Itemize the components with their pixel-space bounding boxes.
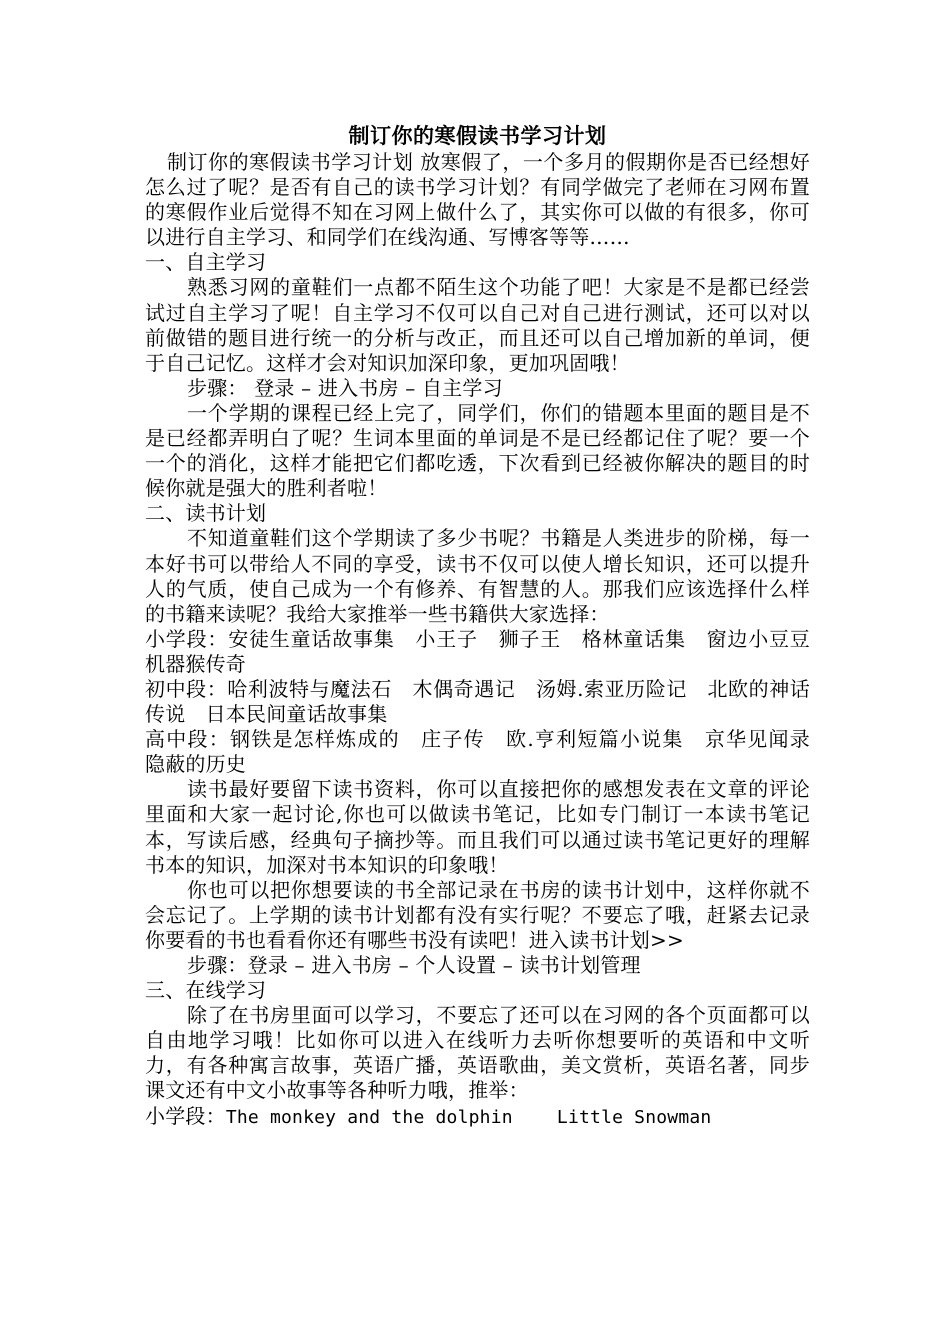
reading-plan-record-paragraph: 你也可以把你想要读的书全部记录在书房的读书计划中，这样你就不会忘记了。上学期的读书计划都有没有实行呢？不要忘了哦，赶紧去记录你要看的书也看看你还有哪些书没有读吧！进入读书计划>>	[145, 877, 810, 952]
online-primary-recommendations	[145, 1104, 810, 1130]
senior-book-list: 高中段：钢铁是怎样炼成的 庄子传 欧.亨利短篇小说集 京华见闻录 隐蔽的历史	[145, 727, 831, 777]
online-study-paragraph: 除了在书房里面可以学习，不要忘了还可以在习网的各个页面都可以自由地学习哦！比如你可以进入在线听力去听你想要听的英语和中文听力，有各种寓言故事，英语广播，英语歌曲，美文赏析，英语名著，同步课文还有中文小故事等各种听力哦，推举：	[145, 1003, 810, 1103]
document-page	[145, 122, 831, 1130]
junior-book-list: 初中段：哈利波特与魔法石 木偶奇遇记 汤姆.索亚历险记 北欧的神话传说 日本民间童话故事集	[145, 676, 810, 727]
error-book-paragraph: 一个学期的课程已经上完了，同学们，你们的错题本里面的题目是不是已经都弄明白了呢？生词本里面的单词是不是已经都记住了呢？要一个一个的消化，这样才能把它们都吃透，下次看到已经被你解决的题目的时候你就是强大的胜利者啦！	[145, 400, 810, 501]
section-heading-online-study: 三、在线学习	[145, 978, 267, 1003]
self-study-steps: 步骤： 登录 – 进入书房 – 自主学习	[187, 375, 503, 400]
reading-notes-paragraph: 读书最好要留下读书资料，你可以直接把你的感想发表在文章的评论里面和大家一起讨论,你也可以做读书笔记，比如专门制订一本读书笔记本，写读后感，经典句子摘抄等。而且我们可以通过读书笔记更好的理解书本的知识，加深对书本知识的印象哦！	[145, 777, 810, 877]
primary-book-list: 小学段：安徒生童话故事集 小王子 狮子王 格林童话集 窗边小豆豆 机器猴传奇	[145, 626, 831, 676]
document-title: 制订你的寒假读书学习计划	[348, 123, 607, 148]
intro-paragraph: 制订你的寒假读书学习计划 放寒假了，一个多月的假期你是否已经想好怎么过了呢？是否有自己的读书学习计划？有同学做完了老师在习网布置的寒假作业后觉得不知在习网上做什么了，其实你可以做的有很多，你可以进行自主学习、和同学们在线沟通、写博客等等……	[145, 150, 810, 250]
online-primary-label: 小学段：	[145, 1103, 226, 1128]
online-primary-titles: The monkey and the dolphin Little Snowman	[225, 1106, 712, 1128]
section-heading-self-study: 一、自主学习	[145, 250, 267, 275]
self-study-paragraph: 熟悉习网的童鞋们一点都不陌生这个功能了吧！大家是不是都已经尝试过自主学习了呢！自主学习不仅可以自己对自己进行测试，还可以对以前做错的题目进行统一的分析与改正，而且还可以自己增加新的单词，便于自己记忆。这样才会对知识加深印象，更加巩固哦！	[145, 275, 810, 375]
section-heading-reading-plan: 二、读书计划	[145, 501, 267, 526]
reading-plan-paragraph: 不知道童鞋们这个学期读了多少书呢？书籍是人类进步的阶梯，每一本好书可以带给人不同的享受，读书不仅可以使人增长知识，还可以提升人的气质，使自己成为一个有修养、有智慧的人。那我们应该选择什么样的书籍来读呢？我给大家推举一些书籍供大家选择：	[145, 526, 810, 626]
reading-plan-steps: 步骤：登录 – 进入书房 – 个人设置 – 读书计划管理	[187, 953, 641, 977]
